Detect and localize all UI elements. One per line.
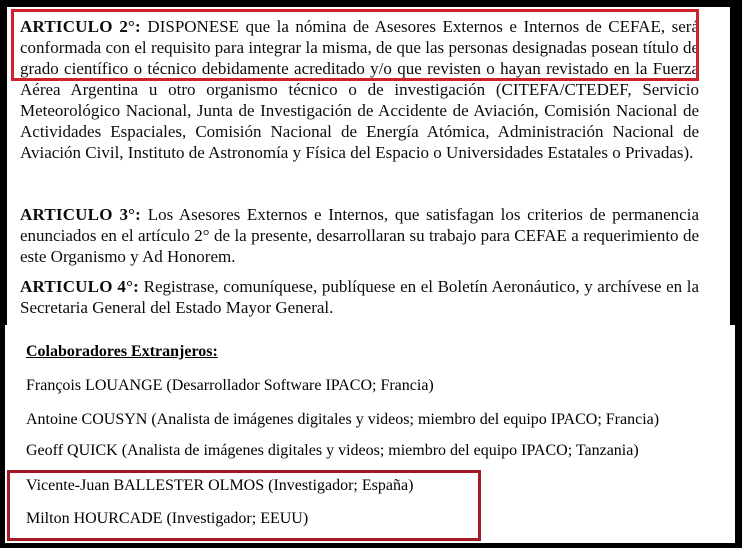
article-3 — [7, 204, 699, 267]
article-2-heading: ARTICULO 2°: — [20, 17, 141, 36]
collaborator-item: Antoine COUSYN (Analista de imágenes digitales y videos; miembro del equipo IPACO; Francia) — [26, 411, 660, 428]
collaborator-item: François LOUANGE (Desarrollador Software IPACO; Francia) — [26, 377, 434, 394]
collaborator-item: Geoff QUICK (Analista de imágenes digitales y videos; miembro del equipo IPACO; Tanzania) — [26, 442, 639, 459]
article-3-text: Los Asesores Externos e Internos, que satisfagan los criterios de permanencia enunciados en el artículo 2° de la presente, desarrollaran su trabajo para CEFAE a requerimiento de este Organismo y Ad Honorem. — [20, 205, 700, 266]
article-4 — [7, 276, 699, 318]
article-3-heading: ARTICULO 3°: — [20, 205, 142, 224]
scanned-resolution-text — [7, 7, 730, 325]
collaborator-item: Milton HOURCADE (Investigador; EEUU) — [26, 510, 309, 527]
article-4-text: Registrase, comuníquese, publíquese en el Boletín Aeronáutico, y archívese en la Secretaria General del Estado Mayor General. — [20, 277, 699, 317]
collaborator-item: Vicente-Juan BALLESTER OLMOS (Investigador; España) — [26, 477, 414, 494]
article-4-heading: ARTICULO 4°: — [20, 277, 139, 296]
article-2-text: DISPONESE que la nómina de Asesores Externos e Internos de CEFAE, será conformada con el requisito para integrar la misma, de que las personas designadas posean título de grado científico o técnico debidamente acreditado y/o que revisten o hayan revistado en la Fuerza Aérea Argentina u otro organismo técnico o de investigación (CITEFA/CTEDEF, Servicio Meteorológico Nacional, Junta de Investigación de Accidente de Aviación, Comisión Nacional de Actividades Espaciales, Comisión Nacional de Energía Atómica, Administración Nacional de Aviación Civil, Instituto de Astronomía y Física del Espacio o Universidades Estatales o Privadas). — [20, 17, 699, 162]
collaborators-title: Colaboradores Extranjeros: — [26, 343, 218, 360]
collaborators-section — [5, 325, 735, 543]
article-2 — [7, 16, 699, 163]
